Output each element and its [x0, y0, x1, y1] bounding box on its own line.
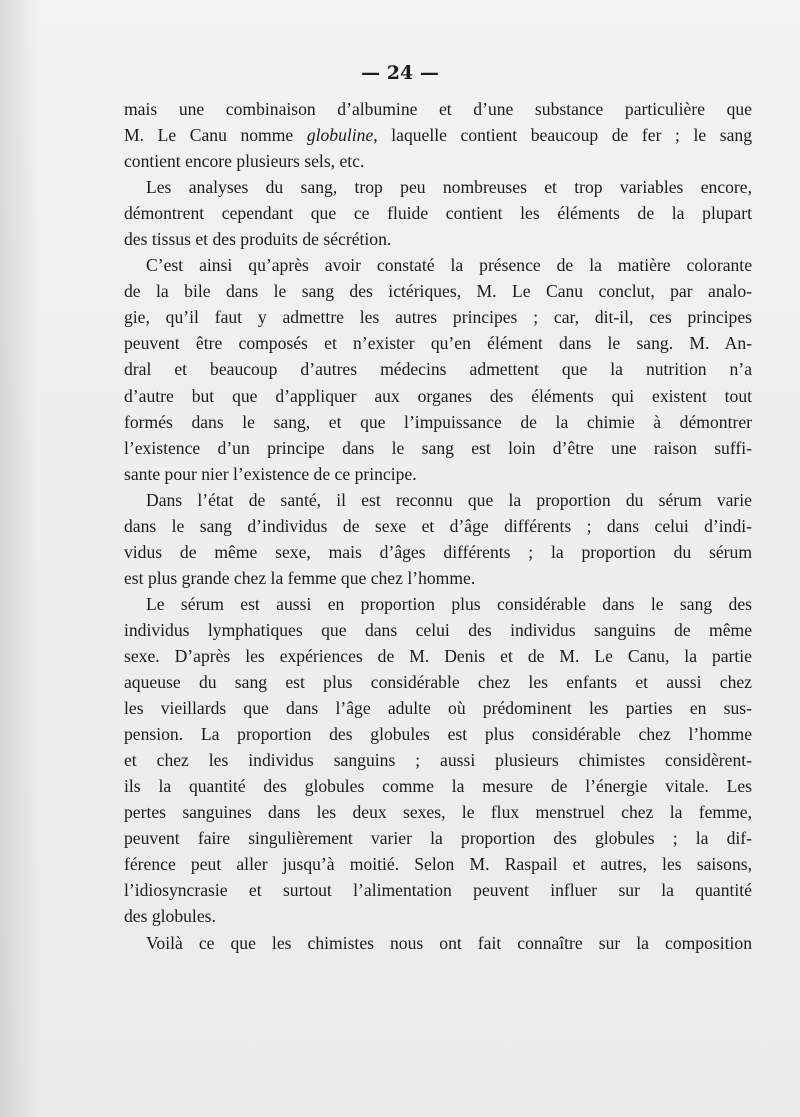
- text-segment: M. Le Canu nomme: [124, 125, 307, 146]
- text-line: les vieillards que dans l’âge adulte où prédominent les parties en sus-: [124, 698, 752, 719]
- page-number: — 24 —: [361, 62, 439, 84]
- text-line: des globules.: [124, 906, 216, 927]
- text-line: Les analyses du sang, trop peu nombreuses et trop variables encore,: [146, 177, 752, 198]
- text-line: aqueuse du sang est plus considérable chez les enfants et aussi chez: [124, 672, 752, 693]
- text-line: Voilà ce que les chimistes nous ont fait connaître sur la composition: [146, 932, 752, 953]
- text-line: de la bile dans le sang des ictériques, M. Le Canu conclut, par analo-: [124, 281, 752, 302]
- text-line: sante pour nier l’existence de ce principe.: [124, 463, 417, 484]
- text-line: C’est ainsi qu’après avoir constaté la présence de la matière colorante: [146, 255, 752, 276]
- text-line: pension. La proportion des globules est plus considérable chez l’homme: [124, 724, 752, 745]
- text-line: démontrent cependant que ce fluide contient les éléments de la plupart: [124, 203, 752, 224]
- text-line: férence peut aller jusqu’à moitié. Selon M. Raspail et autres, les saisons,: [124, 854, 752, 875]
- text-line: gie, qu’il faut y admettre les autres principes ; car, dit-il, ces principes: [124, 307, 752, 328]
- text-line: ils la quantité des globules comme la mesure de l’énergie vitale. Les: [124, 776, 752, 797]
- text-line: Dans l’état de santé, il est reconnu que la proportion du sérum varie: [146, 489, 752, 510]
- text-line: dral et beaucoup d’autres médecins admettent que la nutrition n’a: [124, 359, 752, 380]
- text-line: formés dans le sang, et que l’impuissance de la chimie à démontrer: [124, 411, 752, 432]
- text-line: d’autre but que d’appliquer aux organes des éléments qui existent tout: [124, 385, 752, 406]
- text-line: et chez les individus sanguins ; aussi plusieurs chimistes considèrent-: [124, 750, 752, 771]
- text-line: est plus grande chez la femme que chez l’homme.: [124, 567, 476, 588]
- text-line: individus lymphatiques que dans celui des individus sanguins de même: [124, 619, 752, 640]
- text-line: vidus de même sexe, mais d’âges différents ; la proportion du sérum: [124, 541, 752, 562]
- text-line: peuvent faire singulièrement varier la proportion des globules ; la dif-: [124, 828, 752, 849]
- text-line: l’existence d’un principe dans le sang est loin d’être une raison suffi-: [124, 437, 752, 458]
- italic-term: globuline: [306, 125, 374, 146]
- text-line: sexe. D’après les expériences de M. Denis et de M. Le Canu, la partie: [124, 645, 752, 666]
- text-line: contient encore plusieurs sels, etc.: [124, 151, 365, 172]
- text-line: des tissus et des produits de sécrétion.: [124, 229, 392, 250]
- text-line: peuvent être composés et n’exister qu’en élément dans le sang. M. An-: [124, 333, 752, 354]
- text-line: dans le sang d’individus de sexe et d’âge différents ; dans celui d’indi-: [124, 515, 752, 536]
- text-segment: , laquelle contient beaucoup de fer ; le sang: [373, 125, 752, 146]
- body-text: [124, 96, 752, 956]
- text-line: [124, 122, 752, 148]
- text-line: Le sérum est aussi en proportion plus considérable dans le sang des: [146, 593, 752, 614]
- text-line: pertes sanguines dans les deux sexes, le flux menstruel chez la femme,: [124, 802, 752, 823]
- text-line: l’idiosyncrasie et surtout l’alimentation peuvent influer sur la quantité: [124, 880, 752, 901]
- text-line: mais une combinaison d’albumine et d’une substance particulière que: [124, 99, 752, 119]
